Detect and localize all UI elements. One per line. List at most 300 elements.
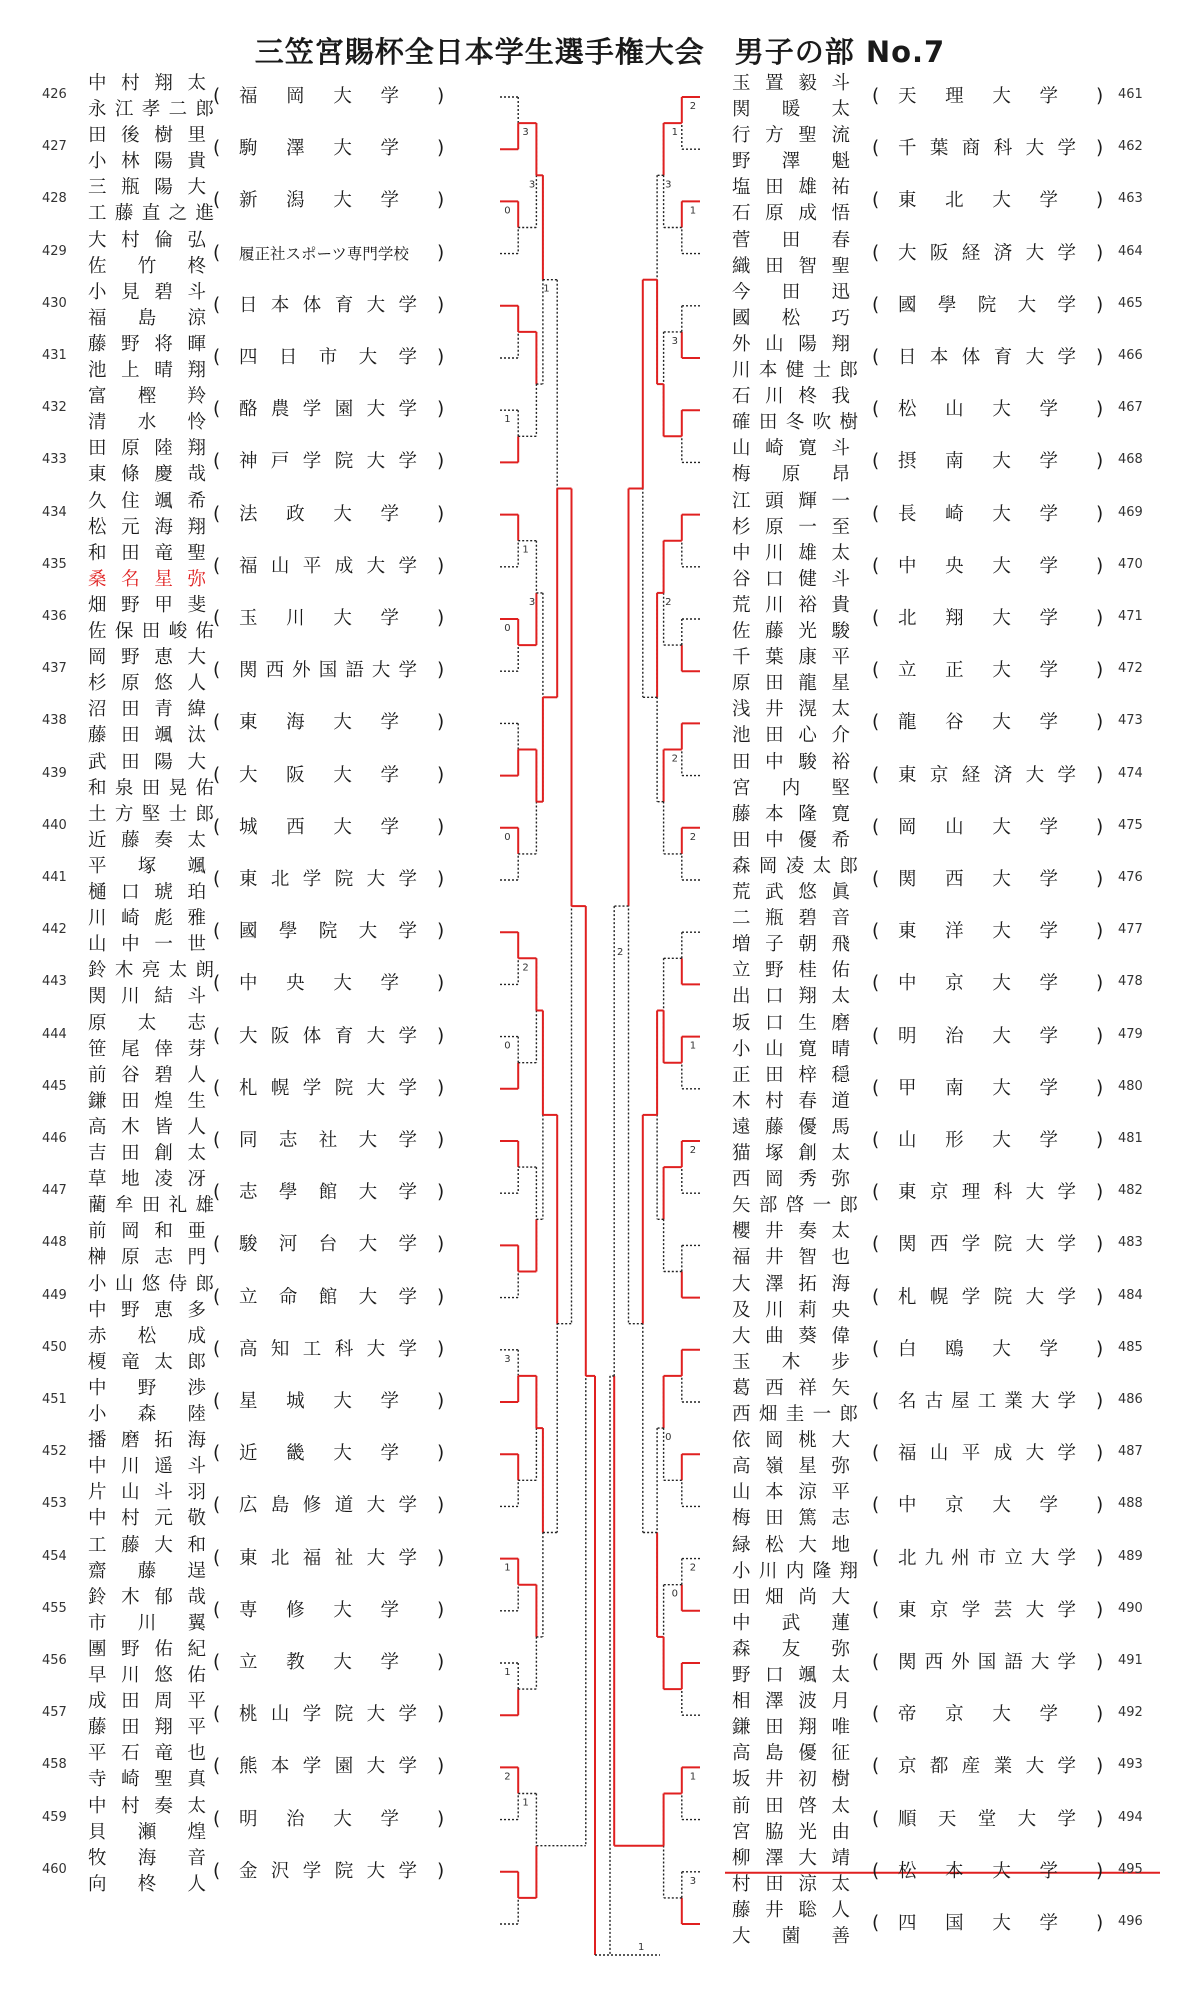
entry-number: 461: [1118, 87, 1143, 102]
player-name: 沼田青緯: [88, 699, 206, 721]
university: [872, 1859, 1104, 1885]
score-mark: 1: [671, 127, 678, 139]
entry-number: 443: [42, 974, 67, 990]
player-name: 田後樹里: [88, 125, 206, 147]
entry-number: 485: [1118, 1339, 1143, 1355]
player-name: 和泉田晃佑: [88, 777, 214, 799]
entry-number: 460: [42, 1861, 67, 1877]
entry-number: 465: [1118, 295, 1143, 311]
player-name: 早川悠佑: [88, 1665, 206, 1686]
score-mark: 2: [689, 1562, 697, 1574]
entry-row: [0, 71, 1200, 123]
paren-open: (: [213, 399, 221, 421]
entry-row: [0, 1376, 1200, 1428]
entry-number: 452: [42, 1444, 67, 1460]
paren-open: (: [213, 869, 221, 890]
university: [872, 919, 1104, 945]
paren-open: (: [872, 190, 880, 212]
university: [872, 1076, 1104, 1102]
university: [872, 815, 1104, 841]
player-name: 播磨拓海: [88, 1430, 206, 1452]
paren-close: ): [437, 242, 445, 264]
university-name: 城西大学: [239, 816, 399, 838]
university-name: 関西外国語大学: [239, 660, 417, 682]
university-name: 広島修道大学: [239, 1495, 417, 1517]
paren-close: ): [437, 190, 445, 212]
entry-row: [0, 1533, 1200, 1585]
player-name: 梅田篤志: [732, 1508, 850, 1530]
paren-open: (: [872, 1704, 880, 1726]
paren-open: (: [872, 712, 880, 734]
entry-row: [0, 854, 1200, 906]
player-name: 玉置毅斗: [732, 73, 850, 94]
paren-close: ): [437, 555, 445, 577]
university-name: 駒澤大学: [239, 138, 399, 160]
player-name: 中村奏太: [88, 1795, 206, 1817]
player-name: 吉田創太: [88, 1143, 206, 1164]
university-name: 近畿大学: [239, 1443, 399, 1465]
paren-close: ): [437, 1182, 445, 1204]
paren-open: (: [213, 294, 221, 316]
paren-close: ): [1096, 608, 1104, 629]
paren-open: (: [872, 1286, 880, 1308]
university-name: 北翔大学: [898, 608, 1058, 629]
paren-open: (: [213, 921, 221, 943]
entry-number: 490: [1118, 1600, 1143, 1616]
university: [872, 554, 1104, 580]
university: [872, 1337, 1104, 1363]
entry-row: [0, 489, 1200, 541]
paren-open: (: [872, 816, 880, 838]
entry-row: [0, 1011, 1200, 1063]
paren-open: (: [872, 1808, 880, 1830]
entry-row: [0, 1741, 1200, 1793]
score-mark: 2: [665, 596, 672, 608]
university: [872, 1807, 1104, 1833]
player-name: 杉原悠人: [88, 673, 206, 695]
score-mark: 2: [617, 947, 624, 958]
player-name: 藤本隆寛: [732, 803, 850, 825]
paren-close: ): [437, 1547, 445, 1569]
paren-open: (: [213, 1495, 221, 1517]
paren-open: (: [213, 1443, 221, 1465]
player-name: 佐竹柊: [88, 255, 206, 277]
university-name: 酪農学園大学: [239, 399, 417, 421]
paren-close: ): [437, 1286, 445, 1308]
entry-row: [0, 332, 1200, 384]
entry-number: 492: [1118, 1705, 1143, 1721]
paren-close: ): [1096, 1756, 1104, 1778]
entry-number: 429: [42, 243, 67, 259]
player-name: 谷口健斗: [732, 568, 850, 590]
player-name: 増子朝飛: [732, 934, 850, 956]
player-name: 田中駿裕: [732, 751, 850, 773]
paren-open: (: [872, 1547, 880, 1569]
player-name: 坂井初樹: [732, 1769, 850, 1791]
player-name: 中村元敬: [88, 1508, 206, 1530]
university-name: 中京大学: [898, 973, 1058, 995]
university: [872, 1389, 1104, 1415]
paren-open: (: [213, 1234, 221, 1256]
university-name: 日本体育大学: [898, 347, 1076, 368]
university-name: 福岡大学: [239, 86, 399, 107]
paren-close: ): [1096, 1547, 1104, 1569]
score-mark: 1: [504, 414, 511, 426]
player-name: 藤野将暉: [88, 334, 206, 355]
paren-close: ): [437, 608, 445, 629]
paren-open: (: [872, 294, 880, 316]
score-mark: 3: [528, 179, 536, 191]
university-name: 四国大学: [898, 1913, 1058, 1934]
university-name: 帝京大学: [898, 1704, 1058, 1726]
paren-open: (: [213, 1547, 221, 1569]
university: [872, 867, 1104, 893]
paren-open: (: [872, 138, 880, 160]
entry-row: [0, 1272, 1200, 1324]
entry-number: 428: [42, 191, 67, 207]
entry-number: 426: [42, 87, 67, 102]
entry-row: [0, 1428, 1200, 1480]
entry-number: 440: [42, 817, 67, 833]
score-mark: 1: [504, 1667, 511, 1678]
score-mark: 2: [522, 962, 529, 974]
university-name: 白鴎大学: [898, 1338, 1058, 1360]
paren-open: (: [213, 1756, 221, 1778]
university-name: 岡山大学: [898, 816, 1058, 838]
entry-row: [0, 697, 1200, 749]
player-name: 寺崎聖真: [88, 1769, 206, 1791]
player-name: 近藤奏太: [88, 829, 206, 851]
score-mark: 2: [504, 1771, 511, 1783]
entry-number: 470: [1118, 556, 1143, 572]
university-name: 北九州市立大学: [898, 1547, 1076, 1569]
paren-close: ): [437, 816, 445, 838]
player-name: 工藤大和: [88, 1534, 206, 1556]
paren-open: (: [872, 503, 880, 525]
entry-row: [0, 123, 1200, 175]
university: [872, 293, 1104, 319]
entry-number: 471: [1118, 609, 1143, 624]
player-name: 西畑圭一郎: [732, 1404, 858, 1425]
player-name: 成田周平: [88, 1691, 206, 1713]
university-name: 神戸学院大学: [239, 451, 417, 473]
player-name: 木村春道: [732, 1090, 850, 1112]
paren-open: (: [213, 764, 221, 786]
university: [872, 1441, 1104, 1467]
university-name: 大阪大学: [239, 764, 399, 786]
player-name: 國松巧: [732, 307, 850, 329]
player-name: 鎌田翔唯: [732, 1717, 850, 1739]
player-name: 貝瀬煌: [88, 1821, 206, 1843]
paren-open: (: [872, 869, 880, 890]
entry-number: 433: [42, 452, 67, 468]
entry-number: 475: [1118, 817, 1143, 833]
paren-open: (: [872, 86, 880, 107]
player-name: 二瓶碧音: [732, 908, 850, 930]
entry-number: 468: [1118, 452, 1143, 468]
player-name: 大薗善: [732, 1926, 850, 1947]
paren-close: ): [437, 1443, 445, 1465]
entry-number: 483: [1118, 1235, 1143, 1251]
paren-close: ): [1096, 973, 1104, 995]
paren-open: (: [213, 86, 221, 107]
player-name: 塩田雄祐: [732, 177, 850, 199]
university: [872, 1180, 1104, 1206]
university-name: 玉川大学: [239, 608, 399, 629]
paren-close: ): [1096, 1652, 1104, 1673]
paren-open: (: [213, 503, 221, 525]
player-name: 出口翔太: [732, 986, 850, 1008]
university: [872, 658, 1104, 684]
university: [872, 1911, 1104, 1937]
university-name: 桃山学院大学: [239, 1704, 417, 1726]
paren-open: (: [872, 1130, 880, 1151]
player-name: 及川莉央: [732, 1299, 850, 1321]
paren-close: ): [1096, 1913, 1104, 1934]
entry-row: [0, 1794, 1200, 1846]
entry-row: [0, 228, 1200, 280]
player-name: 小見碧斗: [88, 281, 206, 303]
paren-open: (: [213, 1130, 221, 1151]
player-name: 坂口生磨: [732, 1012, 850, 1034]
paren-close: ): [1096, 1599, 1104, 1621]
paren-close: ): [1096, 712, 1104, 734]
player-name: 野口颯太: [732, 1665, 850, 1686]
score-mark: 1: [543, 283, 550, 295]
entry-number: 456: [42, 1653, 67, 1668]
university-name: 立教大学: [239, 1652, 399, 1673]
university-name: 札幌学院大学: [898, 1286, 1076, 1308]
entry-number: 444: [42, 1026, 67, 1042]
paren-close: ): [437, 973, 445, 995]
paren-open: (: [213, 1652, 221, 1673]
score-mark: 1: [689, 205, 697, 217]
university-name: 山形大学: [898, 1130, 1058, 1151]
university-name: 東北福祉大学: [239, 1547, 417, 1569]
player-name: 石原成悟: [732, 203, 850, 225]
paren-open: (: [872, 399, 880, 421]
university-name: 龍谷大学: [898, 712, 1058, 734]
player-name: 前岡和亜: [88, 1221, 206, 1243]
entry-number: 476: [1118, 870, 1143, 885]
score-mark: 0: [504, 831, 511, 843]
player-name: 富樫羚: [88, 386, 206, 408]
university: [872, 1754, 1104, 1780]
entry-row: [0, 1219, 1200, 1271]
entry-number: 491: [1118, 1653, 1143, 1668]
paren-open: (: [213, 190, 221, 212]
player-name: 樋口琥珀: [88, 882, 206, 903]
player-name: 福井智也: [732, 1247, 850, 1269]
player-name: 遠藤優馬: [732, 1117, 850, 1138]
university-name: 國學院大学: [239, 921, 417, 943]
university-name: 関西学院大学: [898, 1234, 1076, 1256]
university-name: 東洋大学: [898, 921, 1058, 943]
player-name: 畑野甲斐: [88, 595, 206, 616]
paren-open: (: [872, 451, 880, 473]
university: [872, 606, 1104, 632]
entry-row: [0, 1898, 1200, 1950]
score-mark: 3: [504, 1353, 511, 1365]
player-name: 中村翔太: [88, 73, 206, 94]
entry-number: 462: [1118, 139, 1143, 155]
score-mark: 0: [504, 1040, 511, 1052]
player-name: 緑松大地: [732, 1534, 850, 1556]
player-name: 猫塚創太: [732, 1143, 850, 1164]
paren-close: ): [1096, 1495, 1104, 1517]
player-name: 山本涼平: [732, 1482, 850, 1504]
university: [872, 84, 1104, 110]
university-name: 同志社大学: [239, 1130, 417, 1151]
paren-close: ): [1096, 294, 1104, 316]
entry-number: 436: [42, 609, 67, 624]
player-name: 浅井滉太: [732, 699, 850, 721]
university-name: 東北学院大学: [239, 869, 417, 890]
entry-row: [0, 1324, 1200, 1376]
university-name: 東京理科大学: [898, 1182, 1076, 1204]
university-name: 松山大学: [898, 399, 1058, 421]
player-name: 依岡桃大: [732, 1430, 850, 1452]
entry-number: 434: [42, 504, 67, 520]
university-name: 札幌学院大学: [239, 1077, 417, 1099]
university-name: 福山平成大学: [898, 1443, 1076, 1465]
entry-number: 438: [42, 713, 67, 729]
entry-number: 459: [42, 1809, 67, 1825]
player-name: 中野渉: [88, 1378, 206, 1399]
entry-number: 430: [42, 295, 67, 311]
university-name: 明治大学: [239, 1808, 399, 1830]
score-mark: 2: [689, 101, 697, 112]
player-name: 高嶺星弥: [732, 1456, 850, 1478]
paren-close: ): [1096, 1025, 1104, 1047]
player-name: 和田竜聖: [88, 542, 206, 564]
player-name: 向柊人: [88, 1873, 206, 1895]
player-name: 片山斗羽: [88, 1482, 206, 1504]
player-name: 藤井聡人: [732, 1900, 850, 1921]
paren-open: (: [872, 1182, 880, 1204]
entry-row: [0, 1846, 1200, 1898]
entry-row: [0, 436, 1200, 488]
player-name: 牧海音: [88, 1847, 206, 1869]
page-title: 三笠宮賜杯全日本学生選手権大会 男子の部 No.7: [254, 35, 946, 69]
player-name: 田原陸翔: [88, 438, 206, 460]
paren-open: (: [213, 712, 221, 734]
entry-number: 448: [42, 1235, 67, 1251]
university: [872, 971, 1104, 997]
university-name: 國學院大学: [898, 294, 1076, 316]
player-name: 大曲葵偉: [732, 1325, 850, 1347]
player-name: 石川柊我: [732, 386, 850, 408]
university: [872, 1285, 1104, 1311]
entry-number: 473: [1118, 713, 1143, 729]
player-name: 山中一世: [88, 934, 206, 956]
entry-number: 427: [42, 139, 67, 155]
score-mark: 1: [522, 1797, 529, 1809]
paren-close: ): [1096, 1130, 1104, 1151]
paren-close: ): [437, 503, 445, 525]
player-name: 柳澤大靖: [732, 1847, 850, 1869]
entry-number: 482: [1118, 1183, 1143, 1199]
entry-number: 480: [1118, 1078, 1143, 1094]
paren-open: (: [213, 138, 221, 160]
university-name: 中京大学: [898, 1495, 1058, 1517]
paren-close: ): [1096, 347, 1104, 368]
player-name: 田畑尚大: [732, 1586, 850, 1608]
player-name: 榎竜太郎: [88, 1351, 206, 1373]
paren-close: ): [437, 921, 445, 943]
player-name: 小山寛晴: [732, 1038, 850, 1060]
player-name: 齋藤逞: [88, 1560, 206, 1582]
university: [872, 449, 1104, 475]
paren-open: (: [872, 1913, 880, 1934]
paren-open: (: [872, 555, 880, 577]
player-name: 今田迅: [732, 281, 850, 303]
player-name: 森岡凌太郎: [732, 856, 858, 877]
paren-open: (: [213, 608, 221, 629]
university-name: 甲南大学: [898, 1077, 1058, 1099]
paren-open: (: [213, 1182, 221, 1204]
paren-open: (: [872, 1756, 880, 1778]
score-mark: 3: [689, 1875, 697, 1887]
player-name: 森友弥: [732, 1639, 850, 1660]
entry-number: 437: [42, 661, 67, 677]
entry-row: [0, 593, 1200, 645]
player-name: 前谷碧人: [88, 1064, 206, 1086]
player-name: 原田龍星: [732, 673, 850, 695]
university-name: 関西大学: [898, 869, 1058, 890]
player-name: 榊原志門: [88, 1247, 206, 1269]
entry-row: [0, 280, 1200, 332]
player-name: 確田冬吹樹: [732, 412, 858, 434]
score-mark: 2: [671, 753, 678, 765]
entry-number: 450: [42, 1339, 67, 1355]
university-name: 摂南大学: [898, 451, 1058, 473]
paren-close: ): [1096, 921, 1104, 943]
paren-close: ): [1096, 86, 1104, 107]
entry-number: 474: [1118, 765, 1143, 781]
paren-close: ): [1096, 1182, 1104, 1204]
score-mark: 3: [671, 335, 678, 347]
paren-close: ): [437, 712, 445, 734]
university-name: 順天堂大学: [898, 1808, 1076, 1830]
paren-close: ): [437, 347, 445, 368]
paren-close: ): [437, 1130, 445, 1151]
player-name: 清水怜: [88, 412, 206, 434]
paren-close: ): [437, 1495, 445, 1517]
university: [872, 1702, 1104, 1728]
player-name: 岡野恵大: [88, 647, 206, 669]
entry-row: [0, 750, 1200, 802]
player-name: 東條慶哉: [88, 464, 206, 486]
player-name: 小山悠侍郎: [88, 1273, 214, 1295]
player-name: 立野桂佑: [732, 960, 850, 982]
paren-close: ): [437, 1704, 445, 1726]
paren-open: (: [213, 1338, 221, 1360]
university-name: 法政大学: [239, 503, 399, 525]
player-name: 山崎寛斗: [732, 438, 850, 460]
entry-row: [0, 1689, 1200, 1741]
entry-row: [0, 645, 1200, 697]
player-name: 野澤魁: [732, 151, 850, 173]
paren-open: (: [872, 764, 880, 786]
university-name: 明治大学: [898, 1025, 1058, 1047]
entry-number: 484: [1118, 1287, 1143, 1303]
university-name: 日本体育大学: [239, 294, 417, 316]
player-name: 池上晴翔: [88, 360, 206, 381]
score-mark: 3: [528, 596, 536, 608]
entry-number: 447: [42, 1183, 67, 1199]
entry-number: 493: [1118, 1757, 1143, 1773]
